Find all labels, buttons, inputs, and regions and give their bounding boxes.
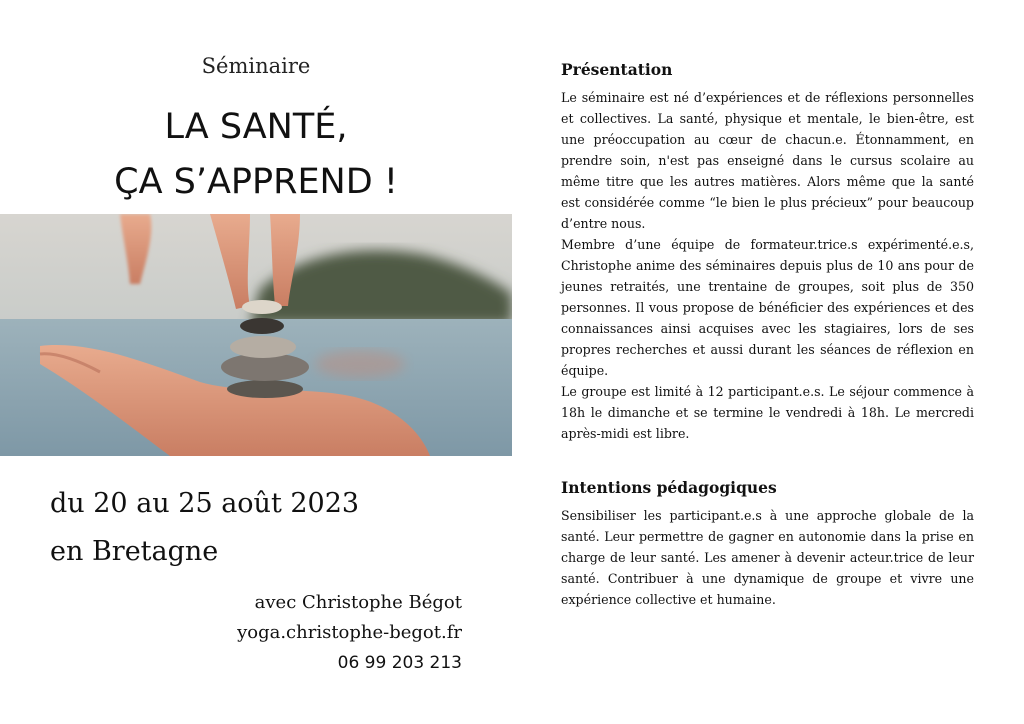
presentation-paragraph: Le séminaire est né d’expériences et de réflexions personnelles et collectives. La santé, physique et mentale, le bien-être, est une préoccupation au cœur de chacun.e. Étonnamment, en prendre soin, n'est pas enseigné dans le cursus scolaire au même titre que les autres matières. Alors même que la santé est considérée comme “le bien le plus précieux” pour beaucoup d’entre nous. (561, 90, 974, 231)
title-line-1: LA SANTÉ, (164, 107, 348, 147)
flyer-right-panel (561, 60, 974, 610)
dates-line: du 20 au 25 août 2023 (50, 488, 360, 519)
contact-block (237, 588, 462, 678)
phone-number: 06 99 203 213 (337, 653, 462, 673)
location-line: en Bretagne (50, 536, 219, 567)
intentions-title: Intentions pédagogiques (561, 478, 777, 497)
presentation-paragraph: Le groupe est limité à 12 participant.e.s. Le séjour commence à 18h le dimanche et se termine le vendredi à 18h. Le mercredi après-midi est libre. (561, 384, 974, 441)
intentions-section (561, 478, 974, 610)
website-link[interactable]: yoga.christophe-begot.fr (237, 622, 462, 643)
presentation-title: Présentation (561, 60, 673, 79)
intentions-paragraph: Sensibiliser les participant.e.s à une approche globale de la santé. Leur permettre de gagner en autonomie dans la prise en charge de leur santé. Les amener à devenir acteur.trice de leur santé. Contribuer à une dynamique de groupe et vivre une expérience collective et humaine. (561, 508, 974, 607)
seminar-label: Séminaire (201, 54, 311, 78)
organizer-name: avec Christophe Bégot (254, 592, 462, 613)
stacked-stones-photo (0, 214, 512, 456)
title-line-2: ÇA S’APPREND ! (114, 162, 398, 202)
main-title (0, 100, 512, 210)
presentation-paragraph: Membre d’une équipe de formateur.trice.s expérimenté.e.s, Christophe anime des séminaires depuis plus de 10 ans pour de jeunes retraités, une trentaine de groupes, soit plus de 350 personnes. Il vous propose de bénéficier des expériences et des connaissances ainsi acquises avec les stagiaires, lors de ses propres recherches et aussi durant les séances de réflexion en équipe. (561, 237, 974, 378)
presentation-section (561, 60, 974, 444)
event-dates (50, 480, 359, 576)
